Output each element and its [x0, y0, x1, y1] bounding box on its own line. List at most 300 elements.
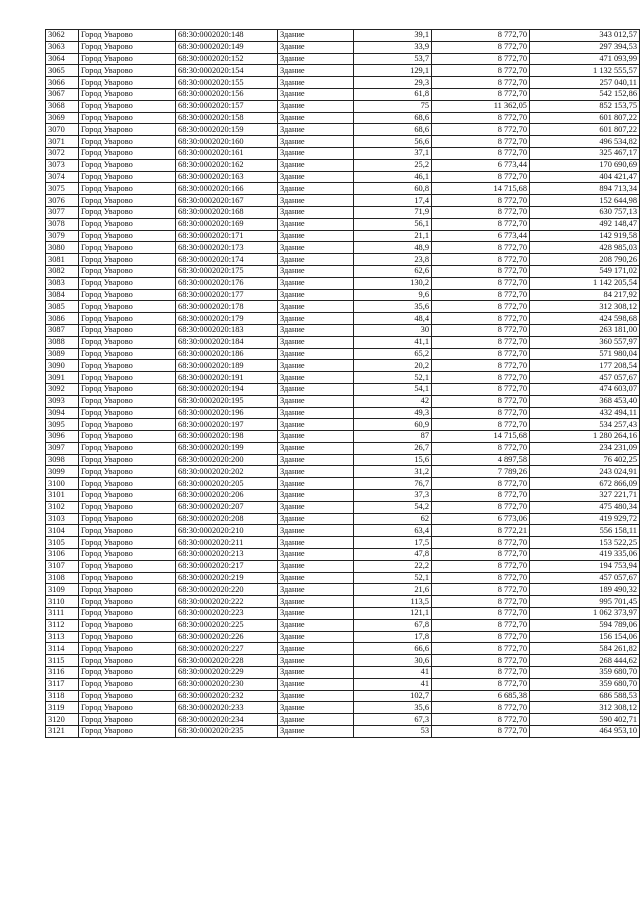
cadastral-value-cell: 243 024,91 [530, 466, 640, 478]
cadastral-value-cell: 208 790,26 [530, 254, 640, 266]
object-type-cell: Здание [278, 41, 354, 53]
specific-value-cell: 6 685,38 [432, 690, 530, 702]
cadastral-value-cell: 601 807,22 [530, 124, 640, 136]
row-number-cell: 3073 [46, 159, 79, 171]
table-row [46, 383, 640, 395]
row-number-cell: 3062 [46, 30, 79, 42]
area-cell: 20,2 [354, 360, 432, 372]
row-number-cell: 3068 [46, 100, 79, 112]
cadastral-value-cell: 325 467,17 [530, 147, 640, 159]
area-cell: 67,8 [354, 619, 432, 631]
object-type-cell: Здание [278, 678, 354, 690]
table-row [46, 478, 640, 490]
row-number-cell: 3063 [46, 41, 79, 53]
object-type-cell: Здание [278, 619, 354, 631]
area-cell: 60,8 [354, 183, 432, 195]
cadastral-value-cell: 234 231,09 [530, 442, 640, 454]
locality-cell: Город Уварово [79, 254, 176, 266]
row-number-cell: 3066 [46, 77, 79, 89]
cadastral-number-cell: 68:30:0002020:210 [176, 525, 278, 537]
cadastral-value-cell: 852 153,75 [530, 100, 640, 112]
table-row [46, 254, 640, 266]
object-type-cell: Здание [278, 372, 354, 384]
object-type-cell: Здание [278, 702, 354, 714]
specific-value-cell: 8 772,70 [432, 478, 530, 490]
object-type-cell: Здание [278, 560, 354, 572]
cadastral-value-cell: 556 158,11 [530, 525, 640, 537]
locality-cell: Город Уварово [79, 454, 176, 466]
specific-value-cell: 8 772,70 [432, 549, 530, 561]
row-number-cell: 3065 [46, 65, 79, 77]
specific-value-cell: 8 772,70 [432, 383, 530, 395]
cadastral-number-cell: 68:30:0002020:222 [176, 596, 278, 608]
cadastral-value-cell: 312 308,12 [530, 702, 640, 714]
cadastral-number-cell: 68:30:0002020:206 [176, 490, 278, 502]
table-row [46, 348, 640, 360]
row-number-cell: 3114 [46, 643, 79, 655]
cadastral-number-cell: 68:30:0002020:194 [176, 383, 278, 395]
cadastral-value-cell: 359 680,70 [530, 678, 640, 690]
cadastral-value-cell: 457 057,67 [530, 572, 640, 584]
row-number-cell: 3091 [46, 372, 79, 384]
row-number-cell: 3071 [46, 136, 79, 148]
cadastral-value-cell: 368 453,40 [530, 395, 640, 407]
row-number-cell: 3077 [46, 206, 79, 218]
object-type-cell: Здание [278, 147, 354, 159]
table-row [46, 501, 640, 513]
specific-value-cell: 8 772,70 [432, 655, 530, 667]
specific-value-cell: 8 772,70 [432, 65, 530, 77]
specific-value-cell: 8 772,70 [432, 643, 530, 655]
object-type-cell: Здание [278, 336, 354, 348]
object-type-cell: Здание [278, 88, 354, 100]
row-number-cell: 3085 [46, 301, 79, 313]
table-row [46, 218, 640, 230]
cadastral-value-table [45, 29, 640, 738]
specific-value-cell: 8 772,70 [432, 88, 530, 100]
object-type-cell: Здание [278, 537, 354, 549]
area-cell: 48,9 [354, 242, 432, 254]
locality-cell: Город Уварово [79, 124, 176, 136]
cadastral-number-cell: 68:30:0002020:152 [176, 53, 278, 65]
area-cell: 48,4 [354, 313, 432, 325]
cadastral-number-cell: 68:30:0002020:154 [176, 65, 278, 77]
area-cell: 129,1 [354, 65, 432, 77]
row-number-cell: 3069 [46, 112, 79, 124]
area-cell: 62 [354, 513, 432, 525]
area-cell: 31,2 [354, 466, 432, 478]
cadastral-value-cell: 142 919,58 [530, 230, 640, 242]
cadastral-value-cell: 360 557,97 [530, 336, 640, 348]
locality-cell: Город Уварово [79, 218, 176, 230]
specific-value-cell: 8 772,70 [432, 442, 530, 454]
object-type-cell: Здание [278, 501, 354, 513]
cadastral-number-cell: 68:30:0002020:158 [176, 112, 278, 124]
area-cell: 121,1 [354, 608, 432, 620]
table-row [46, 77, 640, 89]
object-type-cell: Здание [278, 136, 354, 148]
row-number-cell: 3118 [46, 690, 79, 702]
row-number-cell: 3108 [46, 572, 79, 584]
object-type-cell: Здание [278, 171, 354, 183]
area-cell: 53 [354, 726, 432, 738]
locality-cell: Город Уварово [79, 242, 176, 254]
locality-cell: Город Уварово [79, 431, 176, 443]
cadastral-number-cell: 68:30:0002020:184 [176, 336, 278, 348]
specific-value-cell: 8 772,70 [432, 678, 530, 690]
cadastral-number-cell: 68:30:0002020:200 [176, 454, 278, 466]
cadastral-value-cell: 84 217,92 [530, 289, 640, 301]
area-cell: 62,6 [354, 265, 432, 277]
row-number-cell: 3086 [46, 313, 79, 325]
locality-cell: Город Уварово [79, 678, 176, 690]
cadastral-number-cell: 68:30:0002020:199 [176, 442, 278, 454]
table-row [46, 124, 640, 136]
table-row [46, 206, 640, 218]
cadastral-value-cell: 474 603,07 [530, 383, 640, 395]
locality-cell: Город Уварово [79, 466, 176, 478]
cadastral-value-cell: 343 012,57 [530, 30, 640, 42]
locality-cell: Город Уварово [79, 336, 176, 348]
object-type-cell: Здание [278, 230, 354, 242]
locality-cell: Город Уварово [79, 537, 176, 549]
object-type-cell: Здание [278, 124, 354, 136]
table-row [46, 230, 640, 242]
cadastral-number-cell: 68:30:0002020:232 [176, 690, 278, 702]
specific-value-cell: 8 772,70 [432, 395, 530, 407]
cadastral-value-cell: 894 713,34 [530, 183, 640, 195]
cadastral-number-cell: 68:30:0002020:186 [176, 348, 278, 360]
locality-cell: Город Уварово [79, 549, 176, 561]
object-type-cell: Здание [278, 218, 354, 230]
cadastral-value-cell: 571 980,04 [530, 348, 640, 360]
row-number-cell: 3110 [46, 596, 79, 608]
row-number-cell: 3072 [46, 147, 79, 159]
object-type-cell: Здание [278, 360, 354, 372]
area-cell: 61,8 [354, 88, 432, 100]
area-cell: 67,3 [354, 714, 432, 726]
cadastral-number-cell: 68:30:0002020:191 [176, 372, 278, 384]
area-cell: 17,4 [354, 195, 432, 207]
cadastral-value-cell: 496 534,82 [530, 136, 640, 148]
area-cell: 65,2 [354, 348, 432, 360]
specific-value-cell: 8 772,70 [432, 726, 530, 738]
specific-value-cell: 4 897,58 [432, 454, 530, 466]
row-number-cell: 3088 [46, 336, 79, 348]
locality-cell: Город Уварово [79, 206, 176, 218]
table-row [46, 65, 640, 77]
object-type-cell: Здание [278, 478, 354, 490]
row-number-cell: 3117 [46, 678, 79, 690]
cadastral-value-cell: 404 421,47 [530, 171, 640, 183]
row-number-cell: 3116 [46, 667, 79, 679]
table-row [46, 442, 640, 454]
object-type-cell: Здание [278, 65, 354, 77]
cadastral-value-cell: 464 953,10 [530, 726, 640, 738]
row-number-cell: 3097 [46, 442, 79, 454]
table-row [46, 195, 640, 207]
area-cell: 76,7 [354, 478, 432, 490]
table-row [46, 596, 640, 608]
row-number-cell: 3121 [46, 726, 79, 738]
area-cell: 35,6 [354, 702, 432, 714]
row-number-cell: 3082 [46, 265, 79, 277]
locality-cell: Город Уварово [79, 690, 176, 702]
cadastral-value-cell: 194 753,94 [530, 560, 640, 572]
locality-cell: Город Уварово [79, 65, 176, 77]
specific-value-cell: 8 772,70 [432, 631, 530, 643]
object-type-cell: Здание [278, 431, 354, 443]
object-type-cell: Здание [278, 242, 354, 254]
row-number-cell: 3106 [46, 549, 79, 561]
object-type-cell: Здание [278, 183, 354, 195]
locality-cell: Город Уварово [79, 525, 176, 537]
area-cell: 23,8 [354, 254, 432, 266]
area-cell: 102,7 [354, 690, 432, 702]
cadastral-number-cell: 68:30:0002020:177 [176, 289, 278, 301]
object-type-cell: Здание [278, 442, 354, 454]
locality-cell: Город Уварово [79, 702, 176, 714]
locality-cell: Город Уварово [79, 714, 176, 726]
cadastral-value-cell: 601 807,22 [530, 112, 640, 124]
table-row [46, 41, 640, 53]
object-type-cell: Здание [278, 466, 354, 478]
cadastral-value-cell: 177 208,54 [530, 360, 640, 372]
table-row [46, 619, 640, 631]
locality-cell: Город Уварово [79, 324, 176, 336]
cadastral-number-cell: 68:30:0002020:229 [176, 667, 278, 679]
object-type-cell: Здание [278, 53, 354, 65]
locality-cell: Город Уварово [79, 289, 176, 301]
locality-cell: Город Уварово [79, 30, 176, 42]
area-cell: 42 [354, 395, 432, 407]
area-cell: 21,6 [354, 584, 432, 596]
specific-value-cell: 8 772,70 [432, 608, 530, 620]
locality-cell: Город Уварово [79, 667, 176, 679]
locality-cell: Город Уварово [79, 608, 176, 620]
locality-cell: Город Уварово [79, 195, 176, 207]
table-row [46, 631, 640, 643]
cadastral-number-cell: 68:30:0002020:226 [176, 631, 278, 643]
locality-cell: Город Уварово [79, 53, 176, 65]
specific-value-cell: 8 772,21 [432, 525, 530, 537]
table-row [46, 466, 640, 478]
cadastral-number-cell: 68:30:0002020:220 [176, 584, 278, 596]
row-number-cell: 3075 [46, 183, 79, 195]
object-type-cell: Здание [278, 513, 354, 525]
row-number-cell: 3105 [46, 537, 79, 549]
specific-value-cell: 8 772,70 [432, 537, 530, 549]
table-row [46, 336, 640, 348]
cadastral-number-cell: 68:30:0002020:228 [176, 655, 278, 667]
locality-cell: Город Уварово [79, 183, 176, 195]
area-cell: 17,8 [354, 631, 432, 643]
area-cell: 30 [354, 324, 432, 336]
row-number-cell: 3093 [46, 395, 79, 407]
specific-value-cell: 8 772,70 [432, 30, 530, 42]
specific-value-cell: 7 789,26 [432, 466, 530, 478]
cadastral-number-cell: 68:30:0002020:157 [176, 100, 278, 112]
cadastral-value-cell: 327 221,71 [530, 490, 640, 502]
object-type-cell: Здание [278, 643, 354, 655]
cadastral-number-cell: 68:30:0002020:175 [176, 265, 278, 277]
row-number-cell: 3080 [46, 242, 79, 254]
area-cell: 26,7 [354, 442, 432, 454]
table-row [46, 454, 640, 466]
object-type-cell: Здание [278, 383, 354, 395]
locality-cell: Город Уварово [79, 159, 176, 171]
cadastral-number-cell: 68:30:0002020:179 [176, 313, 278, 325]
table-row [46, 171, 640, 183]
locality-cell: Город Уварово [79, 419, 176, 431]
table-row [46, 560, 640, 572]
object-type-cell: Здание [278, 525, 354, 537]
area-cell: 54,1 [354, 383, 432, 395]
object-type-cell: Здание [278, 254, 354, 266]
cadastral-number-cell: 68:30:0002020:211 [176, 537, 278, 549]
specific-value-cell: 8 772,70 [432, 136, 530, 148]
specific-value-cell: 8 772,70 [432, 419, 530, 431]
object-type-cell: Здание [278, 289, 354, 301]
row-number-cell: 3107 [46, 560, 79, 572]
table-row [46, 407, 640, 419]
object-type-cell: Здание [278, 348, 354, 360]
cadastral-number-cell: 68:30:0002020:149 [176, 41, 278, 53]
table-row [46, 537, 640, 549]
specific-value-cell: 8 772,70 [432, 407, 530, 419]
row-number-cell: 3099 [46, 466, 79, 478]
row-number-cell: 3095 [46, 419, 79, 431]
table-row [46, 313, 640, 325]
area-cell: 25,2 [354, 159, 432, 171]
cadastral-number-cell: 68:30:0002020:195 [176, 395, 278, 407]
cadastral-value-cell: 432 494,11 [530, 407, 640, 419]
area-cell: 15,6 [354, 454, 432, 466]
table-row [46, 265, 640, 277]
table-row [46, 490, 640, 502]
table-body [46, 30, 640, 738]
locality-cell: Город Уварово [79, 442, 176, 454]
table-row [46, 136, 640, 148]
row-number-cell: 3064 [46, 53, 79, 65]
cadastral-number-cell: 68:30:0002020:197 [176, 419, 278, 431]
row-number-cell: 3113 [46, 631, 79, 643]
locality-cell: Город Уварово [79, 572, 176, 584]
cadastral-value-cell: 584 261,82 [530, 643, 640, 655]
row-number-cell: 3111 [46, 608, 79, 620]
locality-cell: Город Уварово [79, 41, 176, 53]
table-row [46, 726, 640, 738]
specific-value-cell: 8 772,70 [432, 171, 530, 183]
object-type-cell: Здание [278, 407, 354, 419]
cadastral-value-cell: 1 062 373,97 [530, 608, 640, 620]
area-cell: 87 [354, 431, 432, 443]
cadastral-value-cell: 268 444,62 [530, 655, 640, 667]
specific-value-cell: 14 715,68 [432, 431, 530, 443]
locality-cell: Город Уварово [79, 478, 176, 490]
cadastral-number-cell: 68:30:0002020:235 [176, 726, 278, 738]
area-cell: 41 [354, 678, 432, 690]
area-cell: 33,9 [354, 41, 432, 53]
area-cell: 17,5 [354, 537, 432, 549]
specific-value-cell: 8 772,70 [432, 254, 530, 266]
specific-value-cell: 8 772,70 [432, 206, 530, 218]
cadastral-number-cell: 68:30:0002020:156 [176, 88, 278, 100]
cadastral-value-cell: 189 490,32 [530, 584, 640, 596]
area-cell: 52,1 [354, 372, 432, 384]
object-type-cell: Здание [278, 277, 354, 289]
object-type-cell: Здание [278, 30, 354, 42]
row-number-cell: 3104 [46, 525, 79, 537]
table-row [46, 431, 640, 443]
table-row [46, 395, 640, 407]
row-number-cell: 3090 [46, 360, 79, 372]
row-number-cell: 3079 [46, 230, 79, 242]
locality-cell: Город Уварово [79, 348, 176, 360]
object-type-cell: Здание [278, 159, 354, 171]
cadastral-value-cell: 475 480,34 [530, 501, 640, 513]
locality-cell: Город Уварово [79, 596, 176, 608]
object-type-cell: Здание [278, 324, 354, 336]
object-type-cell: Здание [278, 265, 354, 277]
object-type-cell: Здание [278, 714, 354, 726]
object-type-cell: Здание [278, 112, 354, 124]
row-number-cell: 3076 [46, 195, 79, 207]
row-number-cell: 3070 [46, 124, 79, 136]
specific-value-cell: 8 772,70 [432, 124, 530, 136]
row-number-cell: 3115 [46, 655, 79, 667]
cadastral-number-cell: 68:30:0002020:161 [176, 147, 278, 159]
cadastral-value-cell: 492 148,47 [530, 218, 640, 230]
locality-cell: Город Уварово [79, 301, 176, 313]
specific-value-cell: 8 772,70 [432, 277, 530, 289]
table-row [46, 655, 640, 667]
specific-value-cell: 8 772,70 [432, 702, 530, 714]
cadastral-value-cell: 153 522,25 [530, 537, 640, 549]
table-row [46, 112, 640, 124]
object-type-cell: Здание [278, 596, 354, 608]
cadastral-number-cell: 68:30:0002020:178 [176, 301, 278, 313]
row-number-cell: 3096 [46, 431, 79, 443]
cadastral-number-cell: 68:30:0002020:202 [176, 466, 278, 478]
cadastral-value-cell: 995 701,45 [530, 596, 640, 608]
specific-value-cell: 8 772,70 [432, 501, 530, 513]
cadastral-number-cell: 68:30:0002020:176 [176, 277, 278, 289]
object-type-cell: Здание [278, 608, 354, 620]
locality-cell: Город Уварово [79, 631, 176, 643]
table-row [46, 289, 640, 301]
object-type-cell: Здание [278, 584, 354, 596]
table-row [46, 513, 640, 525]
area-cell: 52,1 [354, 572, 432, 584]
table-row [46, 159, 640, 171]
locality-cell: Город Уварово [79, 147, 176, 159]
specific-value-cell: 8 772,70 [432, 348, 530, 360]
area-cell: 9,6 [354, 289, 432, 301]
row-number-cell: 3067 [46, 88, 79, 100]
cadastral-number-cell: 68:30:0002020:205 [176, 478, 278, 490]
cadastral-value-cell: 263 181,00 [530, 324, 640, 336]
cadastral-number-cell: 68:30:0002020:174 [176, 254, 278, 266]
cadastral-value-cell: 419 335,06 [530, 549, 640, 561]
area-cell: 54,2 [354, 501, 432, 513]
area-cell: 35,6 [354, 301, 432, 313]
locality-cell: Город Уварово [79, 726, 176, 738]
cadastral-value-cell: 359 680,70 [530, 667, 640, 679]
cadastral-number-cell: 68:30:0002020:183 [176, 324, 278, 336]
area-cell: 56,1 [354, 218, 432, 230]
locality-cell: Город Уварово [79, 407, 176, 419]
